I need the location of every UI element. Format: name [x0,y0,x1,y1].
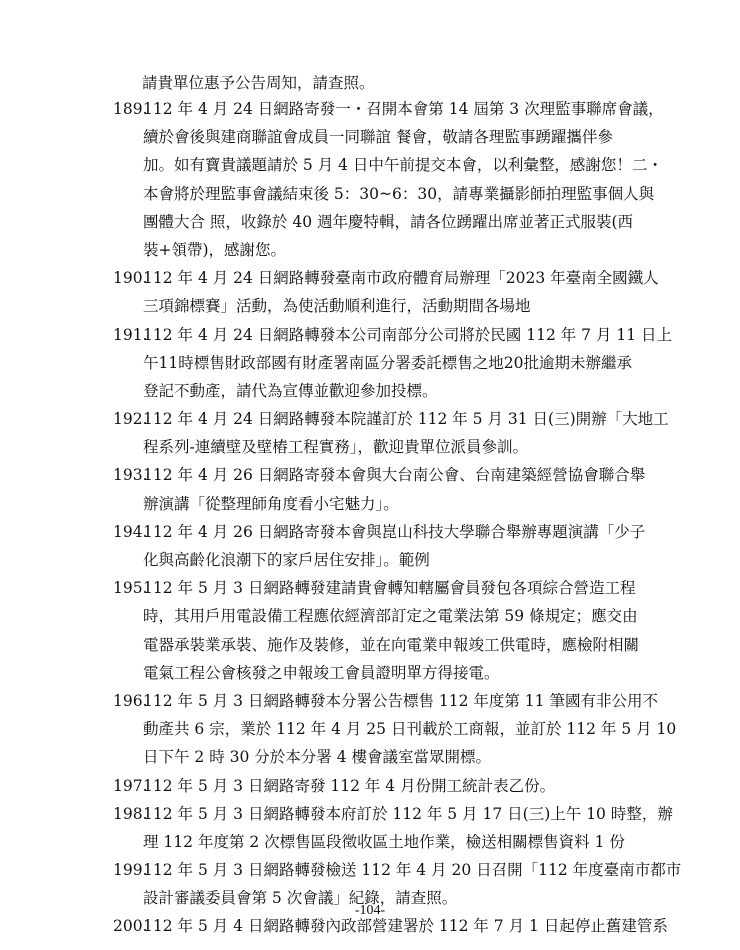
text-line: 112 年 4 月 24 日網路轉發本公司南部分公司將於民國 112 年 7 月 11 日上 [143,325,673,344]
item-number: 200. [113,917,148,936]
text-line: 本會將於理監事會議結束後 5：30~6：30，請專業攝影師拍理監事個人與 [143,184,655,203]
item-number: 193. [113,466,148,485]
item-text [143,461,653,517]
text-line: 登記不動產，請代為宣傳並歡迎參加投標。 [143,381,438,400]
text-line: 化與高齡化浪潮下的家戶居住安排」。範例 [143,551,430,569]
page-number: -104- [354,903,386,918]
item-number: 198. [113,804,148,823]
list-item [113,772,653,800]
list-item [113,405,669,461]
list-item [113,687,677,772]
item-number: 191. [113,325,148,344]
item-number: 199. [113,861,148,880]
text-line: 續於會後與建商聯誼會成員一同聯誼 餐會，敬請各理監事踴躍攜伴參 [143,128,613,147]
text-line: 時，其用戶用電設備工程應依經濟部訂定之電業法第 59 條規定；應交由 [143,607,638,626]
item-number: 192. [113,410,148,429]
text-line: 112 年 4 月 24 日網路寄發一・召開本會第 14 屆第 3 次理監事聯席會議， [143,100,664,118]
item-number: 190. [113,269,148,288]
text-line: 三項錦標賽」活動，為使活動順利進行，活動期間各場地 [143,297,531,316]
item-text [143,687,676,772]
item-number: 189. [113,100,148,118]
list-item [113,95,664,264]
item-number: 196. [113,691,148,710]
item-text [143,800,673,856]
item-text [143,518,653,574]
text-line: 112 年 5 月 3 日網路轉發本分署公告標售 112 年度第 11 筆國有非公用不 [143,691,658,710]
text-line: 112 年 5 月 3 日網路轉發建請貴會轉知轄屬會員發包各項綜合營造工程 [143,579,636,598]
item-number: 195. [113,579,148,598]
item-text [143,95,664,264]
text-line: 112 年 5 月 3 日網路轉發檢送 112 年 4 月 20 日召開「112 年度臺南市都市 [143,861,682,880]
list-item [113,800,673,856]
text-line: 112 年 4 月 26 日網路寄發本會與大台南公會、台南建築經營協會聯合舉 [143,466,646,485]
item-text [143,264,659,320]
item-number: 194. [113,522,148,541]
text-line: 112 年 5 月 4 日網路轉發內政部營建署於 112 年 7 月 1 日起停止舊建管系 [143,917,668,936]
continued-line: 請貴單位惠予公告周知，請查照。 [142,74,375,92]
text-line: 112 年 5 月 3 日網路寄發 112 年 4 月份開工統計表乙份。 [143,776,556,795]
item-text [143,405,669,461]
text-line: 辦演講「從整理師角度看小宅魅力」。 [143,494,399,513]
text-line: 112 年 4 月 26 日網路寄發本會與崑山科技大學聯合舉辦專題演講「少子 [143,522,646,541]
text-line: 電器承裝業承裝、施作及裝修，並在向電業申報竣工供電時，應檢附相關 [143,635,640,654]
text-line: 日下午 2 時 30 分於本分署 4 樓會議室當眾開標。 [143,748,492,767]
list-item [113,264,659,320]
text-line: 午11時標售財政部國有財產署南區分署委託標售之地20批逾期未辦繼承 [143,353,632,372]
text-line: 動產共 6 宗，業於 112 年 4 月 25 日刊載於工商報，並訂於 112 年 5 月 10 [143,720,677,739]
entry-list [113,95,682,941]
text-line: 112 年 4 月 24 日網路轉發臺南市政府體育局辦理「2023 年臺南全國鐵人 [143,269,659,288]
text-line: 理 112 年度第 2 次標售區段徵收區土地作業，檢送相關標售資料 1 份 [143,832,625,851]
list-item [113,574,653,687]
text-line: 設計審議委員會第 5 次會議」紀錄，請查照。 [143,889,458,908]
item-number: 197. [113,776,148,795]
item-text [143,574,653,687]
text-line: 112 年 4 月 24 日網路轉發本院謹訂於 112 年 5 月 31 日(三)開辦「大地工 [143,410,669,429]
text-line: 112 年 5 月 3 日網路轉發本府訂於 112 年 5 月 17 日(三)上午 10 時整，辦 [143,804,673,823]
text-line: 程系列-連續壁及壁樁工程實務」，歡迎貴單位派員參訓。 [143,438,528,457]
text-line: 電氣工程公會核發之申報竣工會員證明單方得接電。 [143,663,500,682]
text-line: 加。如有寶貴議題請於 5 月 4 日中午前提交本會，以利彙整，感謝您！二・ [143,156,663,175]
list-item [113,461,653,517]
item-text [143,772,653,800]
item-text [143,321,672,406]
list-item [113,321,673,406]
list-item [113,518,653,574]
text-line: 團體大合 照，收錄於 40 週年慶特輯，請各位踴躍出席並著正式服裝(西 [143,212,634,231]
text-line: 裝+領帶)，感謝您。 [143,240,287,259]
